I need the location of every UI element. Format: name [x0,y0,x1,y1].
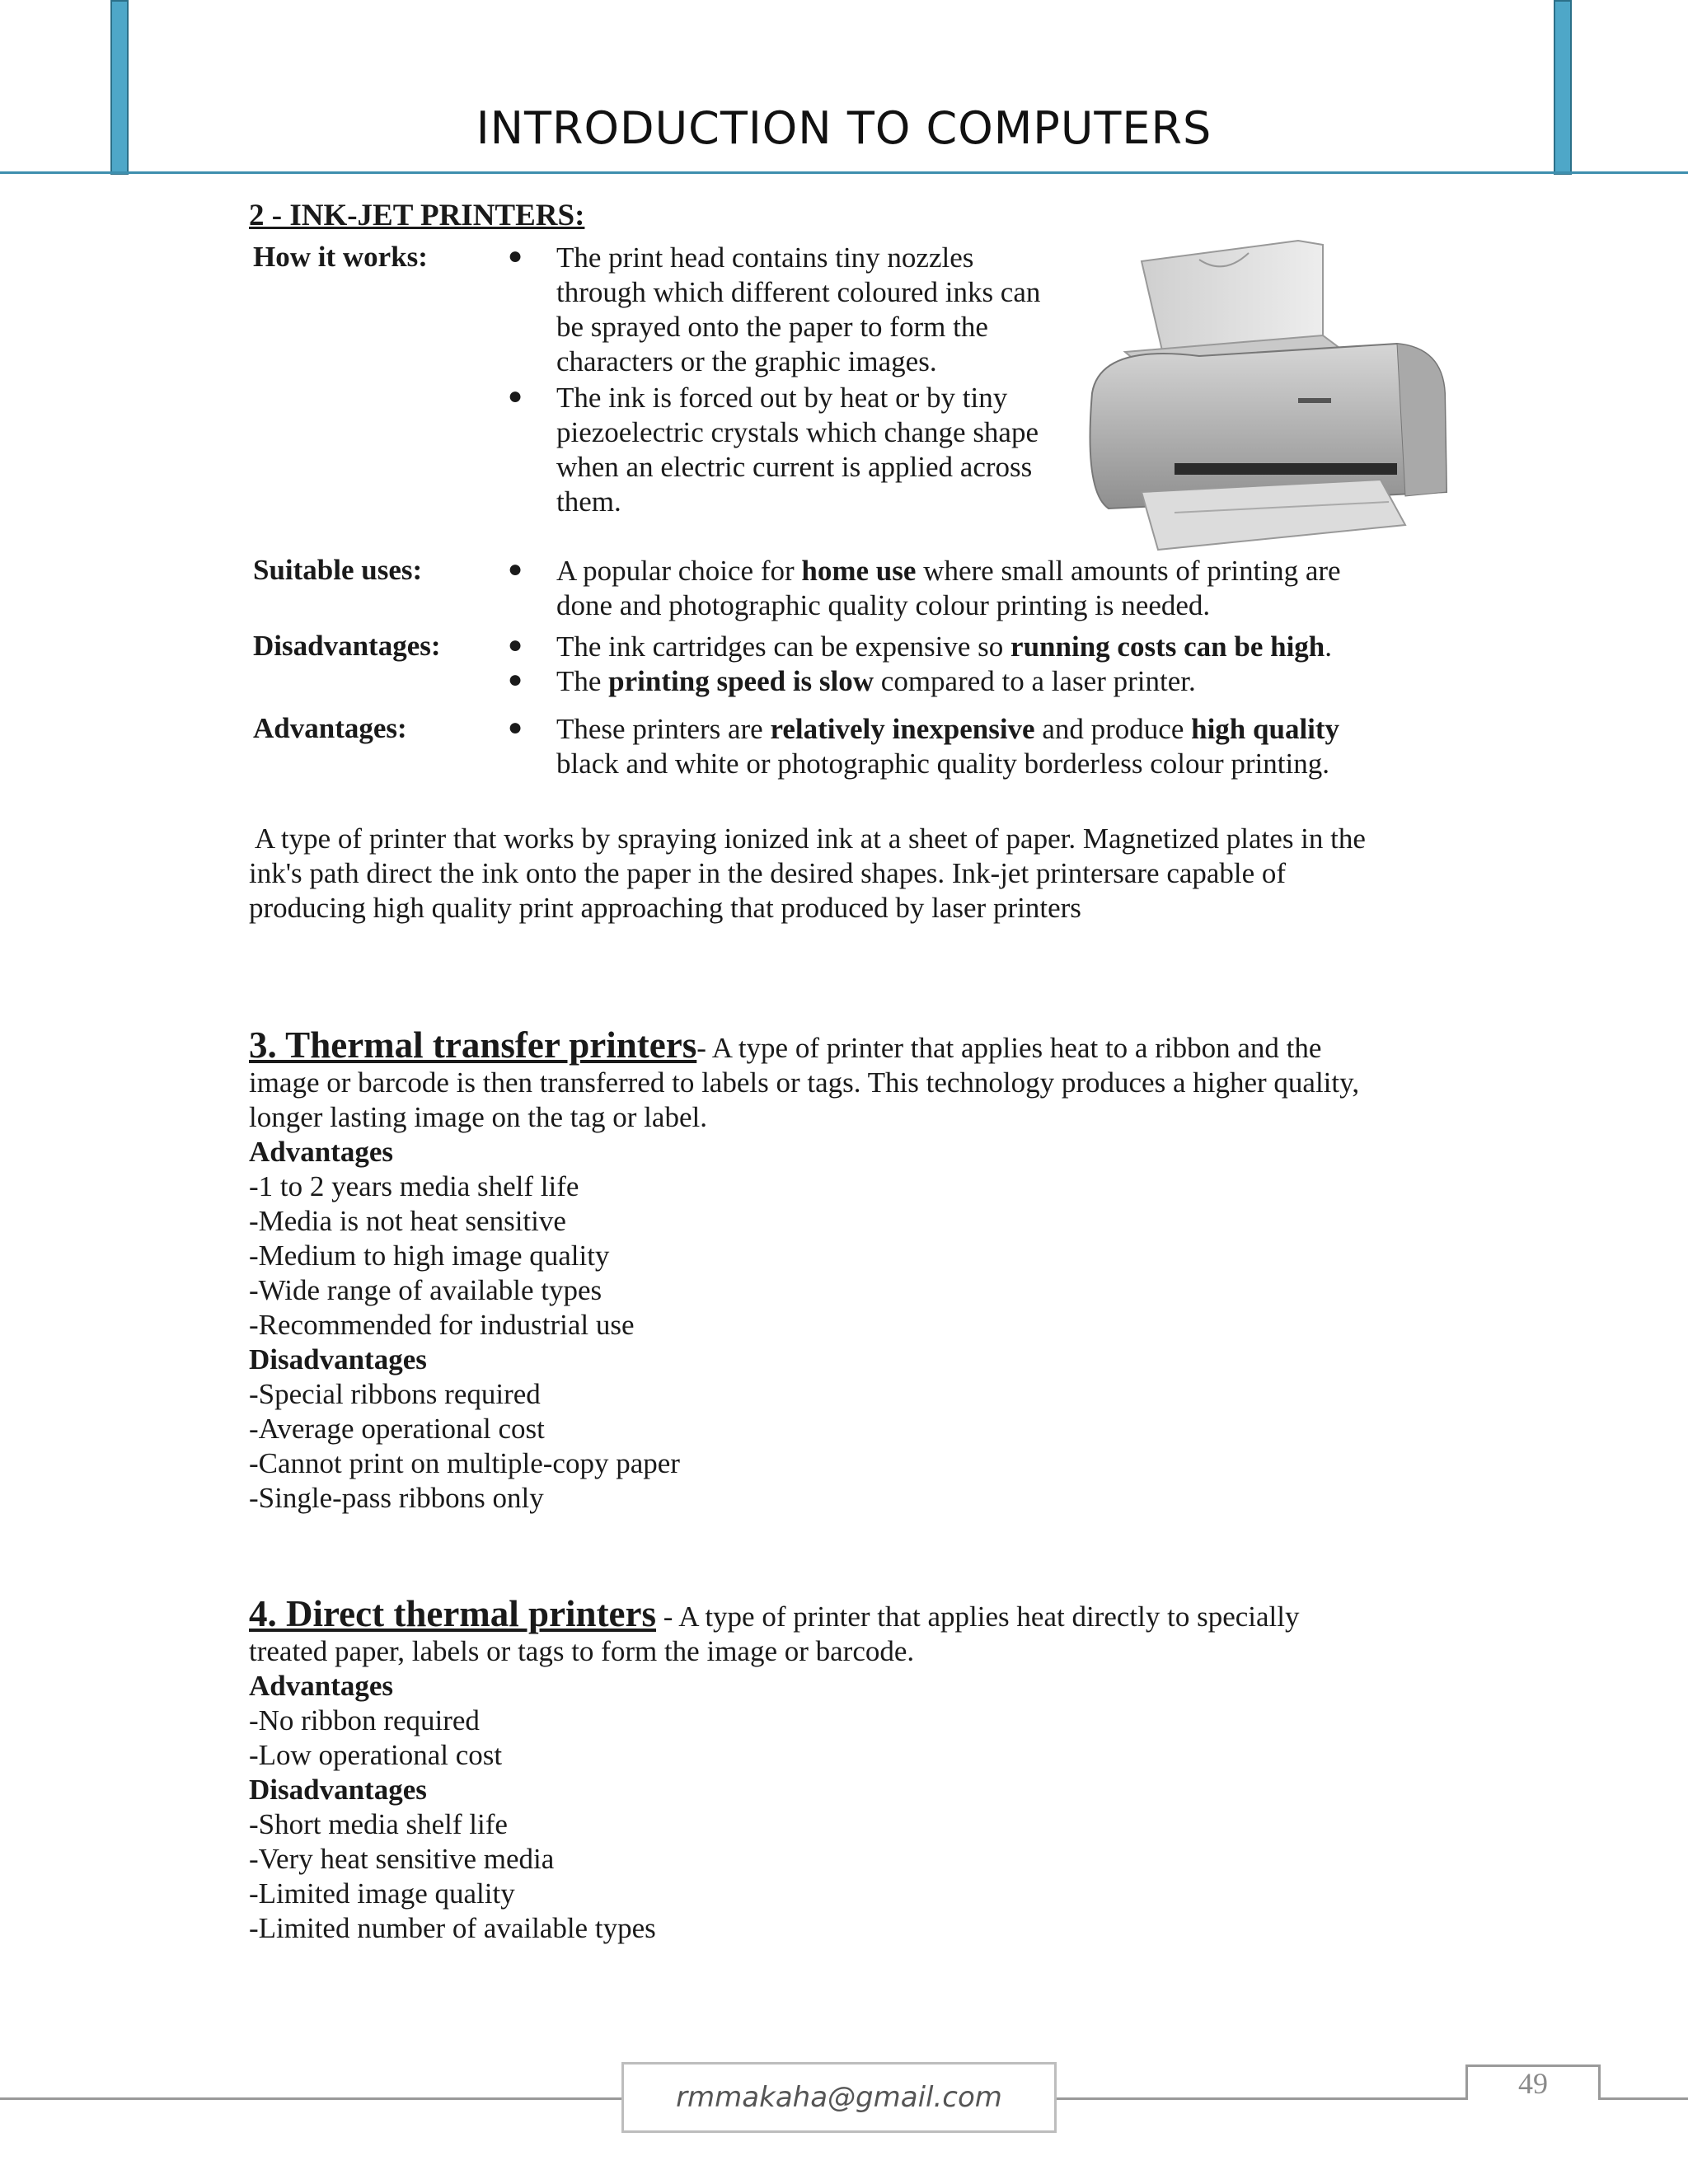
list-item: -Single-pass ribbons only [249,1482,544,1514]
bullet-dot: ● [508,555,523,583]
bullet-dot: ● [508,666,523,693]
page-header-title: INTRODUCTION TO COMPUTERS [476,102,1212,154]
list-item: -Short media shelf life [249,1808,508,1840]
direct-thermal-section: 4. Direct thermal printers - A type of printer that applies heat directly to specially treated paper, labels or tags to form the image or barcode. Advantages -No ribbon required -Low operational cost Disadvantages -Short media shelf life -Very heat sensitive media -Limited image quality -Limited number of available types [249,1596,1452,1946]
bullet-dot: ● [508,631,523,658]
disadvantage-1: The ink cartridges can be expensive so running costs can be high. [556,630,1333,663]
how-it-works-label: How it works: [253,241,428,273]
footer-rule-left [0,2097,623,2100]
list-item: -Wide range of available types [249,1274,603,1306]
direct-thermal-advantages-heading: Advantages [249,1670,394,1702]
list-item: -Cannot print on multiple-copy paper [249,1447,680,1479]
how-bullet-2: The ink is forced out by heat or by tiny piezoelectric crystals which change shape when an electric current is applied across them. [556,382,1039,518]
list-item: -Low operational cost [249,1739,503,1771]
list-item: -1 to 2 years media shelf life [249,1170,579,1202]
disadvantage-2: The printing speed is slow compared to a laser printer. [556,665,1196,697]
disadvantages-label: Disadvantages: [253,630,441,662]
thermal-transfer-title: 3. Thermal transfer printers [249,1024,697,1066]
list-item: -Limited image quality [249,1877,515,1910]
thermal-transfer-section: 3. Thermal transfer printers- A type of printer that applies heat to a ribbon and the image or barcode is then transferred to labels or tags. This technology produces a higher quality, longer lasting image on the tag or label. Advantages -1 to 2 years media shelf life -Media is not heat sensitive -Medium to high image quality -Wide range of available types -Recommended for industrial use Disadvantages -Special ribbons required -Average operational cost -Cannot print on multiple-copy paper -Single-pass ribbons only [249,1028,1452,1516]
footer-rule-right [1599,2097,1688,2100]
list-item: -Media is not heat sensitive [249,1205,566,1237]
list-item: -Medium to high image quality [249,1240,610,1272]
how-bullet-1: The print head contains tiny nozzles through which different coloured inks can be sprayed onto the paper to form the characters or the graphic images. [556,241,1041,377]
list-item: -Recommended for industrial use [249,1309,635,1341]
thermal-transfer-disadvantages-heading: Disadvantages [249,1343,427,1376]
list-item: -Average operational cost [249,1413,545,1445]
footer-rule-middle [1055,2097,1467,2100]
bullet-dot: ● [508,382,523,410]
inkjet-description-paragraph: A type of printer that works by spraying ionized ink at a sheet of paper. Magnetized plates in the ink's path direct the ink onto the paper in the desired shapes. Ink-jet printersare capable of producing high quality print approaching that produced by laser printers [249,823,1366,924]
bullet-dot: ● [508,242,523,269]
advantages-text: These printers are relatively inexpensive and produce high quality black and white or photographic quality borderless colour printing. [556,713,1340,780]
direct-thermal-disadvantages-heading: Disadvantages [249,1774,427,1806]
list-item: -Limited number of available types [249,1912,656,1944]
advantages-label: Advantages: [253,712,407,744]
direct-thermal-title: 4. Direct thermal printers [249,1593,657,1634]
list-item: -No ribbon required [249,1704,480,1736]
list-item: -Special ribbons required [249,1378,541,1410]
list-item: -Very heat sensitive media [249,1843,555,1875]
bullet-dot: ● [508,714,523,741]
suitable-uses-text: A popular choice for home use where small amounts of printing are done and photographic quality colour printing is needed. [556,555,1341,621]
inkjet-section-title: 2 - INK-JET PRINTERS: [249,199,585,232]
page-number: 49 [1465,2064,1601,2100]
header-rule [0,171,1688,174]
footer-email: rmmakaha@gmail.com [621,2062,1057,2133]
suitable-uses-label: Suitable uses: [253,554,423,586]
inkjet-printer-image [1076,237,1451,554]
thermal-transfer-advantages-heading: Advantages [249,1136,394,1168]
